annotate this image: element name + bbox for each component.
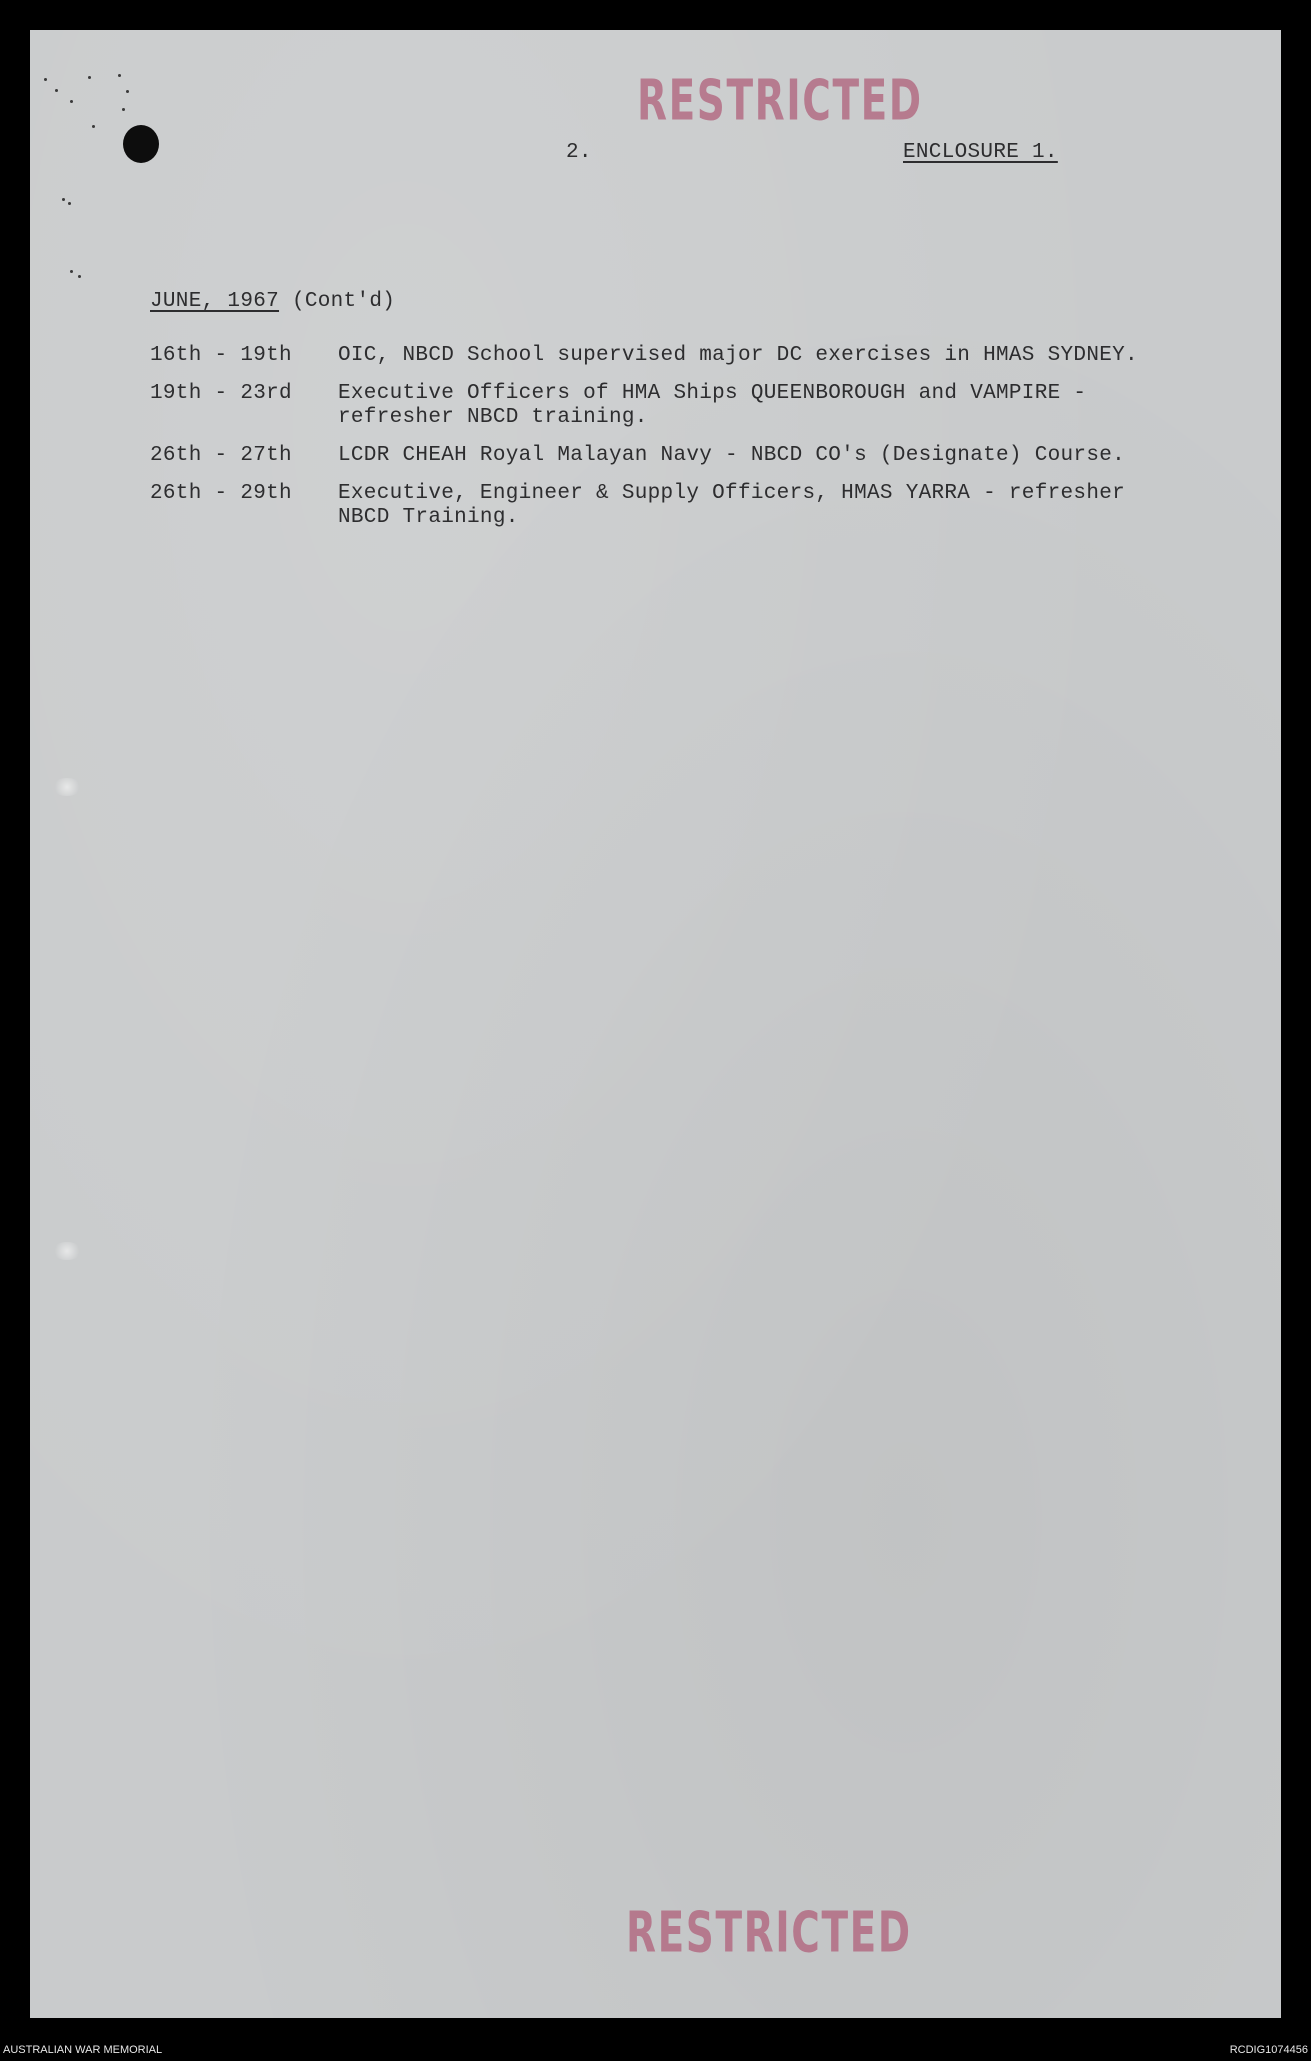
entry-dates: 26th - 29th [150, 482, 292, 505]
entry-text [338, 382, 1086, 430]
restricted-stamp-top: RESTRICTED [637, 68, 923, 133]
section-heading [150, 290, 395, 313]
entry-text [338, 444, 1125, 468]
document-page [30, 30, 1281, 2018]
entry-line: LCDR CHEAH Royal Malayan Navy - NBCD CO's (Designate) Course. [338, 444, 1126, 467]
restricted-stamp-bottom: RESTRICTED [626, 1900, 912, 1965]
punch-hole [123, 125, 159, 163]
entry-line: OIC, NBCD School supervised major DC exercises in HMAS SYDNEY. [338, 344, 1138, 367]
archive-credit: AUSTRALIAN WAR MEMORIAL [3, 2044, 163, 2056]
paper-crease [52, 778, 82, 796]
paper-crease [52, 1242, 82, 1260]
entry-dates: 26th - 27th [150, 444, 292, 467]
entry-line: Executive Officers of HMA Ships QUEENBOROUGH and VAMPIRE - [338, 382, 1087, 405]
entry-dates: 19th - 23rd [150, 382, 292, 405]
entry-dates: 16th - 19th [150, 344, 292, 367]
entry-line: NBCD Training. [338, 506, 519, 529]
entry-line: Executive, Engineer & Supply Officers, HMAS YARRA - refresher [338, 482, 1126, 505]
section-heading-main: JUNE, 1967 [150, 290, 280, 313]
entry-text [338, 344, 1138, 368]
section-heading-suffix: (Cont'd) [291, 290, 396, 313]
entry-line: refresher NBCD training. [338, 406, 648, 429]
entry-text [338, 482, 1125, 530]
page-number: 2. [566, 141, 592, 164]
archive-id: RCDIG1074456 [1229, 2044, 1308, 2056]
enclosure-label: ENCLOSURE 1. [903, 141, 1058, 164]
